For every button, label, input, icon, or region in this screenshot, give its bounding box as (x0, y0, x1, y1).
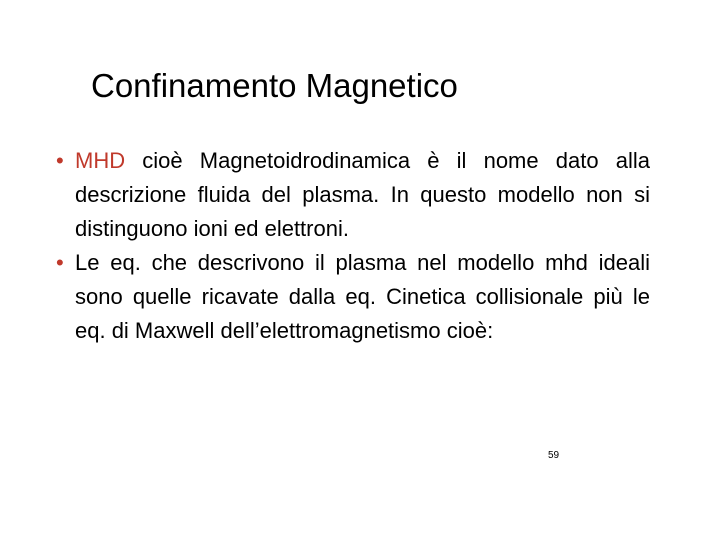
bullet-text: Le eq. che descrivono il plasma nel modello mhd ideali sono quelle ricavate dalla eq. Cinetica collisionale più le eq. di Maxwell dell’elettromagnetismo cioè: (75, 250, 650, 343)
slide-title: Confinamento Magnetico (91, 67, 458, 104)
slide-body (56, 144, 650, 348)
bullet-text: cioè Magnetoidrodinamica è il nome dato alla descrizione fluida del plasma. In questo modello non si distinguono ioni ed elettroni. (75, 148, 650, 241)
bullet-marker: • (56, 148, 64, 173)
bullet-marker: • (56, 250, 64, 275)
bullet-item-1 (56, 144, 650, 246)
mhd-highlight: MHD (75, 148, 126, 173)
bullet-item-2 (56, 246, 650, 348)
page-number: 59 (548, 450, 560, 461)
